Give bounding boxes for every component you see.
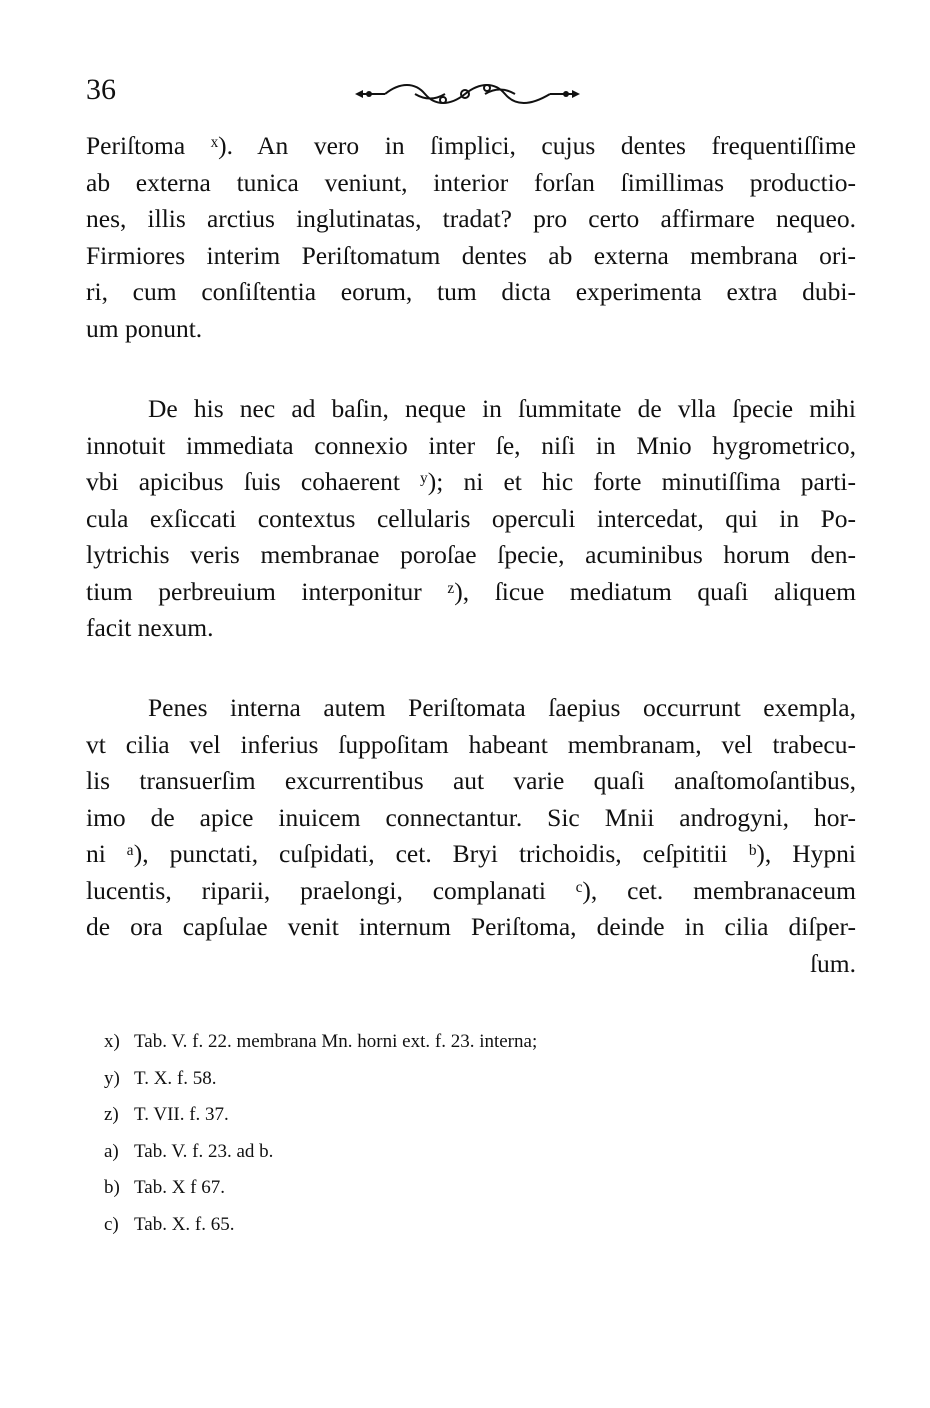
ornamental-vine-icon	[355, 80, 580, 108]
footnotes	[104, 1024, 704, 1243]
text-line: tium perbreuium interponitur ᶻ), ſicue mediatum quaſi aliquem	[86, 576, 856, 606]
footnote-text: Tab. V. f. 23. ad b.	[134, 1140, 274, 1162]
text-line: ri, cum conſiſtentia eorum, tum dicta experimenta extra dubi-	[86, 277, 856, 306]
text-line: vbi apicibus ſuis cohaerent ʸ); ni et hic forte minutiſſima parti-	[86, 467, 856, 496]
text-line: lis transuerſim excurrentibus aut varie quaſi anaſtomoſantibus,	[86, 766, 856, 795]
footnote-mark: b)	[104, 1177, 120, 1198]
text-line: ni ᵃ), punctati, cuſpidati, cet. Bryi trichoidis, ceſpititii ᵇ), Hypni	[86, 839, 856, 868]
footnote-mark: c)	[104, 1213, 119, 1235]
footnote-mark: a)	[104, 1140, 119, 1162]
paragraph-2	[86, 391, 856, 647]
text-line: nes, illis arctius inglutinatas, tradat? pro certo affirmare nequeo.	[86, 204, 856, 233]
text-line: Periſtoma ˣ). An vero in ſimplici, cujus dentes frequentiſſime	[86, 131, 856, 160]
text-line: lucentis, riparii, praelongi, complanati ᶜ), cet. membranaceum	[86, 875, 856, 905]
text-line: imo de apice inuicem connectantur. Sic Mnii androgyni, hor-	[86, 802, 856, 832]
text-line: innotuit immediata connexio inter ſe, niſi in Mnio hygrometrico,	[86, 430, 856, 460]
text-line: Penes interna autem Periſtomata ſaepius occurrunt exempla,	[148, 693, 856, 722]
paragraph-1	[86, 128, 856, 347]
footnote-mark: x)	[104, 1031, 120, 1052]
text-line: De his nec ad baſin, neque in ſummitate de vlla ſpecie mihi	[148, 394, 856, 423]
text-line: ſum.	[809, 948, 856, 978]
text-line: ab externa tunica veniunt, interior forſan ſimillimas productio-	[86, 167, 856, 197]
footnote	[104, 1170, 704, 1207]
footnote	[104, 1024, 704, 1061]
text-line: um ponunt.	[86, 313, 203, 343]
text-line: Firmiores interim Periſtomatum dentes ab externa membrana ori-	[86, 240, 856, 270]
footnote	[104, 1134, 704, 1171]
footnote-text: Tab. X f 67.	[134, 1177, 226, 1198]
text-line: lytrichis veris membranae poroſae ſpecie, acuminibus horum den-	[86, 540, 856, 569]
text-line: cula exſiccati contextus cellularis operculi intercedat, qui in Po-	[86, 503, 856, 533]
text-line: de ora capſulae venit internum Periſtoma, deinde in cilia diſper-	[86, 912, 856, 941]
footnote-text: T. VII. f. 37.	[134, 1104, 229, 1125]
footnote	[104, 1207, 704, 1244]
paragraph-3	[86, 690, 856, 982]
footnote-mark: y)	[104, 1067, 120, 1089]
text-line: facit nexum.	[86, 613, 214, 642]
page-number: 36	[86, 73, 116, 106]
footnote	[104, 1061, 704, 1098]
footnote-text: T. X. f. 58.	[134, 1067, 217, 1089]
footnote	[104, 1097, 704, 1134]
footnote-text: Tab. X. f. 65.	[134, 1213, 235, 1235]
footnote-mark: z)	[104, 1104, 119, 1125]
footnote-text: Tab. V. f. 22. membrana Mn. horni ext. f. 23. interna;	[134, 1031, 538, 1052]
text-line: vt cilia vel inferius ſuppoſitam habeant membranam, vel trabecu-	[86, 729, 856, 759]
